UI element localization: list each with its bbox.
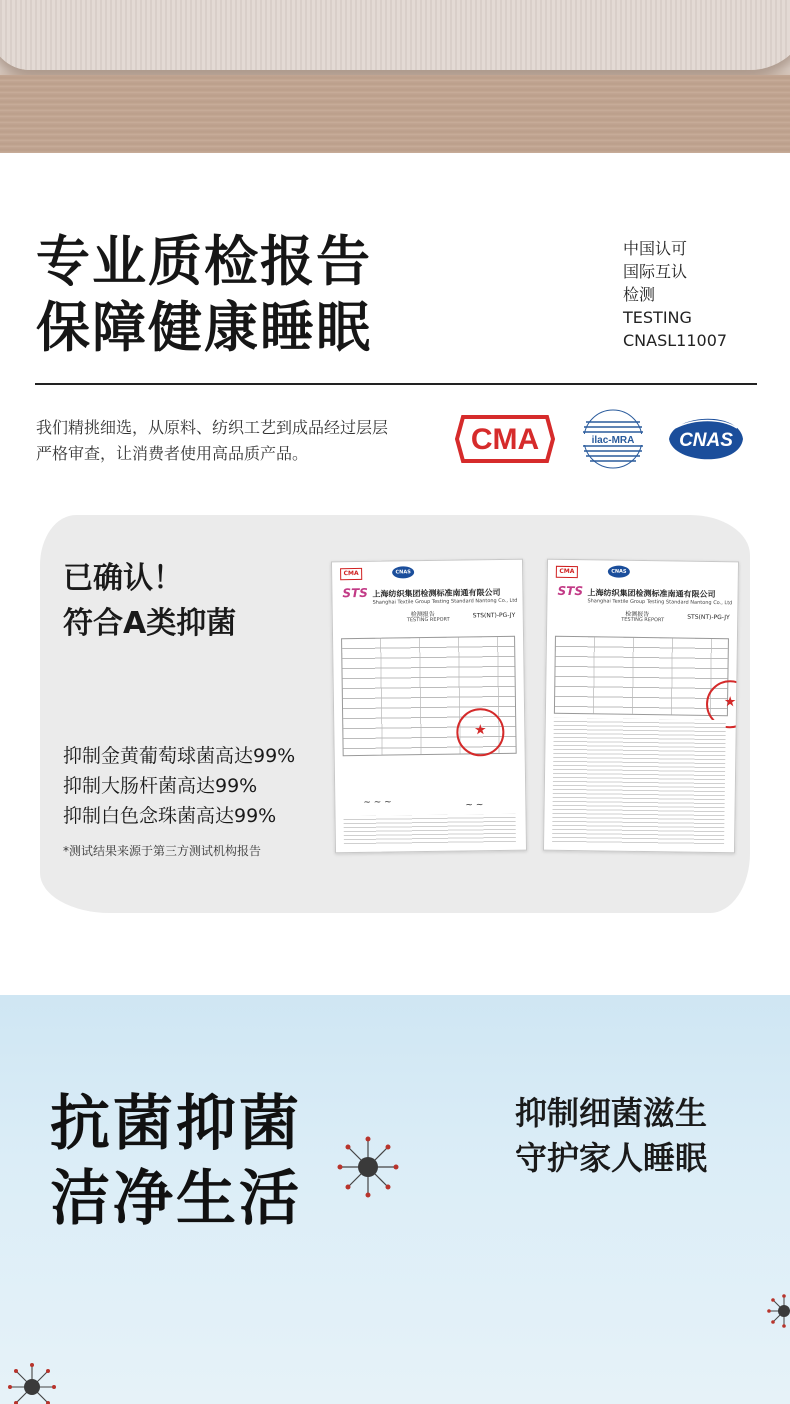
- banner-title-line: 洁净生活: [50, 1164, 302, 1234]
- certification-code: CNASL11007: [623, 331, 728, 350]
- banner-title: [50, 1087, 302, 1237]
- test-report-document: [331, 559, 527, 854]
- report-heading-line: 符合A类抑菌: [63, 606, 237, 641]
- report-org: 上海纺织集团检测标准南通有限公司: [587, 588, 716, 600]
- report-number: STS(NT)-PG-JY: [687, 613, 730, 622]
- section-title-line2: 保障健康睡眠: [36, 296, 372, 359]
- intro-text: [36, 415, 388, 467]
- bedding-photo: [0, 0, 790, 153]
- intro-line: 严格审查，让消费者使用高品质产品。: [36, 444, 309, 463]
- cnas-logo: [665, 408, 747, 470]
- report-footer-text: [344, 814, 516, 846]
- claim-item: 抑制大肠杆菌高达99%: [63, 775, 258, 797]
- report-title-en: TESTING REPORT: [406, 616, 450, 624]
- bacteria-icon: [6, 1361, 58, 1404]
- signature: ~ ~: [465, 800, 484, 811]
- claim-item: 抑制白色念珠菌高达99%: [63, 805, 277, 827]
- report-body-text: [552, 718, 726, 846]
- report-org: 上海纺织集团检测标准南通有限公司: [372, 587, 501, 599]
- cma-logo: [455, 415, 555, 463]
- claim-item: 抑制金黄葡萄球菌高达99%: [63, 745, 296, 767]
- sts-logo: STS: [342, 585, 368, 601]
- sts-logo: STS: [557, 583, 584, 599]
- cnas-mini-logo: CNAS: [392, 566, 414, 578]
- banner-title-line: 抗菌抑菌: [50, 1089, 302, 1159]
- report-title-en: TESTING REPORT: [621, 616, 665, 624]
- report-org-en: Shanghai Textile Group Testing Standard Nantong Co., Ltd: [372, 597, 518, 606]
- section-title-line1: 专业质检报告: [36, 230, 372, 293]
- banner-subtitle: [515, 1091, 707, 1181]
- quilt-image: [0, 0, 790, 70]
- report-title: 检测报告: [625, 610, 650, 619]
- report-heading: [63, 556, 236, 646]
- floor-image: [0, 75, 790, 153]
- test-report-document: [543, 559, 739, 854]
- certification-item: 检测: [623, 285, 656, 304]
- report-number: STS(NT)-PG-JY: [472, 611, 516, 620]
- ilac-mra-logo: [578, 408, 648, 470]
- section-divider: [35, 383, 757, 385]
- svg-text:ilac-MRA: ilac-MRA: [591, 435, 635, 446]
- cnas-mini-logo: CNAS: [608, 566, 630, 578]
- certification-item: 国际互认: [623, 262, 688, 281]
- certification-list: [623, 237, 727, 352]
- svg-text:CNAS: CNAS: [679, 430, 733, 451]
- report-org-en: Shanghai Textile Group Testing Standard Nantong Co., Ltd: [587, 598, 733, 607]
- bacteria-icon: [766, 1293, 790, 1329]
- cma-mini-logo: CMA: [340, 568, 362, 580]
- bacteria-icon: [336, 1135, 400, 1199]
- antibacterial-claims: [63, 741, 295, 831]
- cma-mini-logo: CMA: [556, 566, 578, 578]
- certification-item: 中国认可: [623, 239, 688, 258]
- certification-item: TESTING: [623, 308, 692, 327]
- report-heading-line: 已确认！: [63, 561, 183, 596]
- source-note: *测试结果来源于第三方测试机构报告: [63, 844, 262, 858]
- intro-line: 我们精挑细选，从原料、纺织工艺到成品经过层层: [36, 418, 389, 437]
- report-table: [554, 636, 729, 716]
- banner-subtitle-line: 守护家人睡眠: [515, 1139, 708, 1177]
- banner-subtitle-line: 抑制细菌滋生: [515, 1094, 708, 1132]
- antibacterial-banner: [0, 995, 790, 1404]
- svg-text:CMA: CMA: [470, 423, 540, 456]
- report-title: 检测报告: [410, 610, 435, 619]
- signature: ~ ~ ~: [363, 797, 392, 808]
